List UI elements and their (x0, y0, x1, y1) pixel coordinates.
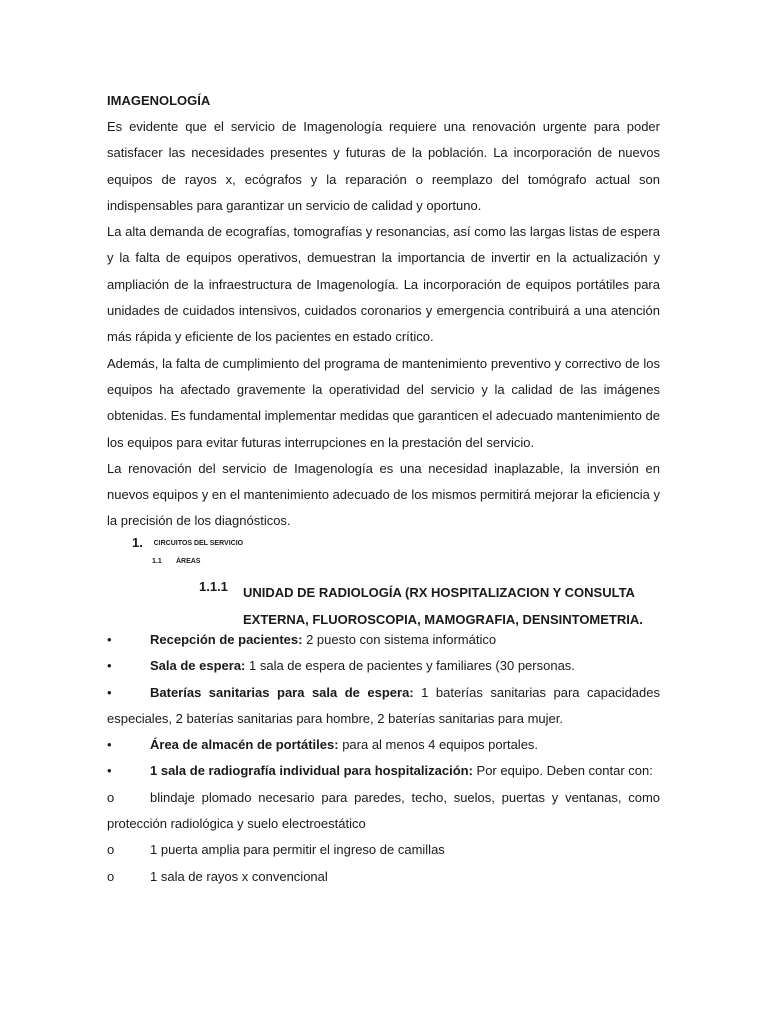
intro-section (107, 88, 660, 535)
item-label: 1 sala de radiografía individual para hospitalización: (150, 763, 473, 779)
item-text: Por equipo. Deben contar con: (472, 763, 653, 779)
item-text: 1 sala de rayos x convencional (150, 868, 328, 884)
heading-level-3-number: 1.1.1 (199, 579, 228, 594)
paragraph: Es evidente que el servicio de Imagenología requiere una renovación urgente para poder satisfacer las necesidades presentes y futuras de la población. La incorporación de nuevos equipos de rayos x, ecógrafos y la reparación o reemplazo del tomógrafo actual son indispensables para garantizar un servicio de calidad y oportuno. (107, 119, 660, 213)
item-label: Sala de espera: (150, 658, 246, 674)
bullet-marker: • (107, 658, 112, 674)
item-text: 1 baterías sanitarias para capacidades especiales, 2 baterías sanitarias para hombre, 2 baterías sanitarias para mujer. (107, 684, 660, 726)
heading-text: ÁREAS (175, 558, 201, 565)
list-item (107, 732, 660, 758)
requirements-list (107, 627, 660, 890)
list-item (107, 680, 660, 733)
list-item (107, 627, 660, 653)
list-item (107, 758, 660, 784)
paragraph: Además, la falta de cumplimiento del programa de mantenimiento preventivo y correctivo de los equipos ha afectado gravemente la operatividad del servicio y la calidad de las imágenes obtenidas. Es fundamental implementar medidas que garanticen el adecuado mantenimiento de los equipos para evitar futuras interrupciones en la prestación del servicio. (107, 355, 660, 450)
item-text: 2 puesto con sistema informático (302, 632, 497, 647)
item-text: 1 sala de espera de pacientes y familiares (30 personas. (245, 658, 575, 674)
bullet-marker: • (107, 684, 112, 700)
heading-level-1 (132, 535, 243, 550)
list-item (107, 653, 660, 679)
item-text: 1 puerta amplia para permitir el ingreso de camillas (150, 842, 445, 858)
heading-number: 1. (132, 535, 143, 550)
bullet-marker: o (107, 842, 115, 858)
list-item (107, 864, 660, 890)
bullet-marker: • (107, 737, 112, 753)
bullet-marker: • (107, 632, 112, 647)
heading-level-3-text: UNIDAD DE RADIOLOGÍA (RX HOSPITALIZACION Y CONSULTA EXTERNA, FLUOROSCOPIA, MAMOGRAFIA, DENSINTOMETRIA. (243, 585, 643, 627)
list-item (107, 785, 660, 838)
item-label: Área de almacén de portátiles: (150, 737, 339, 753)
heading-level-2 (152, 558, 200, 565)
bullet-marker: o (107, 868, 115, 884)
section-title: IMAGENOLOGÍA (107, 93, 211, 108)
heading-number: 1.1 (152, 558, 162, 565)
paragraph: La renovación del servicio de Imagenología es una necesidad inaplazable, la inversión en nuevos equipos y en el mantenimiento adecuado de los mismos permitirá mejorar la eficiencia y la precisión de los diagnósticos. (107, 460, 660, 529)
bullet-marker: o (107, 789, 115, 805)
list-item (107, 837, 660, 863)
heading-text: CIRCUITOS DEL SERVICIO (153, 540, 244, 548)
item-label: Baterías sanitarias para sala de espera: (150, 684, 414, 700)
item-text: para al menos 4 equipos portales. (338, 737, 539, 753)
item-text: blindaje plomado necesario para paredes, techo, suelos, puertas y ventanas, como protección radiológica y suelo electroestático (107, 789, 660, 832)
item-label: Recepción de pacientes: (150, 632, 303, 647)
bullet-marker: • (107, 763, 112, 779)
paragraph: La alta demanda de ecografías, tomografías y resonancias, así como las largas listas de espera y la falta de equipos operativos, demuestran la importancia de invertir en la actualización y ampliación de la infraestructura de Imagenología. La incorporación de equipos portátiles para unidades de cuidados intensivos, cuidados coronarios y emergencia contribuirá a una atención más rápida y eficiente de los pacientes en estado crítico. (107, 224, 660, 345)
